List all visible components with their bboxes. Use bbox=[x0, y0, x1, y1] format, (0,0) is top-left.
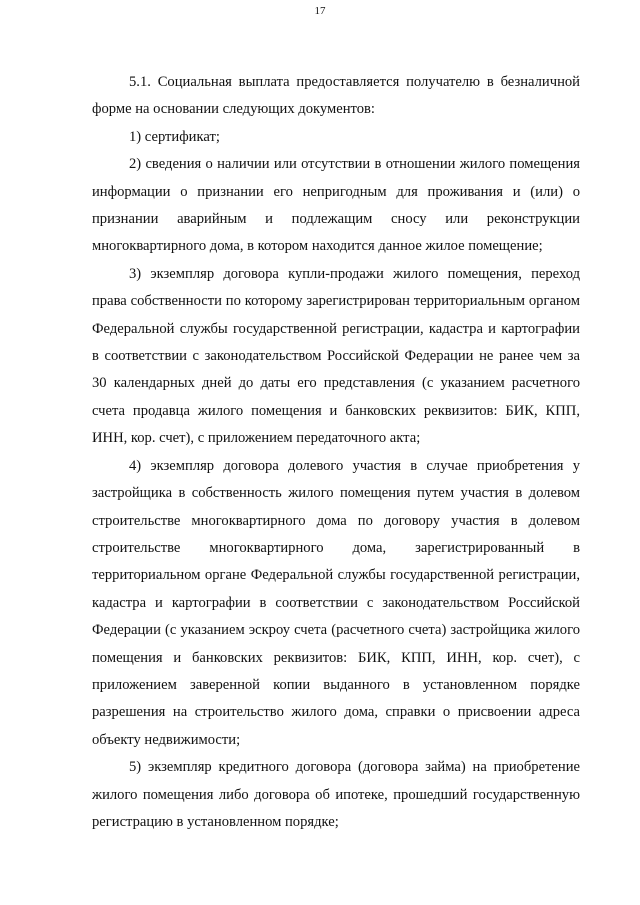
list-item-4-shared-construction: 4) экземпляр договора долевого участия в случае приобретения у застройщика в собственность жилого помещения путем участия в долевом строительстве многоквартирного дома по договору участия в долевом строительстве многоквартирного дома, зарегистрированный в территориальном органе Федеральной службы государственной регистрации, кадастра и картографии в соответствии с законодательством Российской Федерации (с указанием эскроу счета (расчетного счета) застройщика жилого помещения и банковских реквизитов: БИК, КПП, ИНН, кор. счет), с приложением заверенной копии выданного в установленном порядке разрешения на строительство жилого дома, справки о присвоении адреса объекту недвижимости; bbox=[92, 457, 580, 748]
list-item-1-certificate: 1) сертификат; bbox=[129, 128, 220, 145]
paragraph-5-1: 5.1. Социальная выплата предоставляется получателю в безналичной форме на основании следующих документов: bbox=[92, 74, 580, 118]
document-body bbox=[92, 69, 580, 836]
page-number: 17 bbox=[314, 5, 326, 17]
list-item-2-housing-info: 2) сведения о наличии или отсутствии в отношении жилого помещения информации о признании его непригодным для проживания и (или) о признании аварийным и подлежащим сносу или реконструкции многоквартирного дома, в котором находится данное жилое помещение; bbox=[92, 156, 580, 255]
list-item-5-credit-contract: 5) экземпляр кредитного договора (договора займа) на приобретение жилого помещения либо договора об ипотеке, прошедший государственную регистрацию в установленном порядке; bbox=[92, 759, 580, 830]
list-item-3-sale-contract: 3) экземпляр договора купли-продажи жилого помещения, переход права собственности по которому зарегистрирован территориальным органом Федеральной службы государственной регистрации, кадастра и картографии в соответствии с законодательством Российской Федерации не ранее чем за 30 календарных дней до даты его представления (с указанием расчетного счета продавца жилого помещения и банковских реквизитов: БИК, КПП, ИНН, кор. счет), с приложением передаточного акта; bbox=[92, 265, 580, 447]
